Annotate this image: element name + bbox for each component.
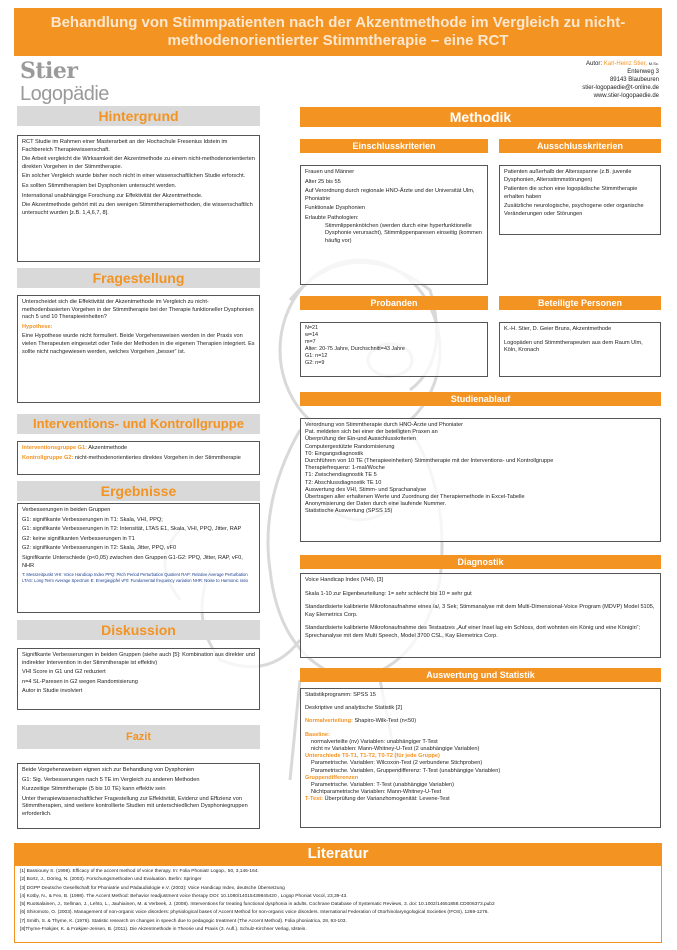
literatur-ref: [1] Bassiouny S. (1998). Efficacy of the accent method of voice therapy. In: Folia Phoniatr Logop., 50, 3,146-164. <box>20 869 259 874</box>
ergebnisse-line: G2: signifikante Verbesserungen in T2: Skala, Jitter, PPQ, vF0 <box>22 545 177 552</box>
probanden-line: G1: n=12 <box>305 353 328 359</box>
logo <box>20 60 109 105</box>
fragestellung-box <box>17 295 260 403</box>
beteiligte-heading: Beteiligte Personen <box>499 296 661 310</box>
fragestellung-heading: Fragestellung <box>17 268 260 288</box>
diagnostik-line: Voice Handicap Index (VHI), [3] <box>305 577 384 583</box>
einschluss-line: Frauen und Männer <box>305 169 355 175</box>
hintergrund-line: RCT Studie im Rahmen einer Masterarbeit an der Hochschule Fresenius Idstein im Fachbereich Therapiewissenschaft. <box>22 139 228 153</box>
ergebnisse-heading: Ergebnisse <box>17 481 260 501</box>
ausschluss-line: Patienten außerhalb der Altersspanne (z.B. juvenile Dysphonien, Altersstimmstörungen) <box>504 169 632 183</box>
auswertung-l2: Deskriptive und analytische Statistik [2] <box>305 705 403 712</box>
literatur-ref: [2] Bortz, J., Döring, N. (2003). Forschungsmethoden und Evaluation. Berlin: Springer <box>20 877 202 883</box>
poster-title <box>14 8 662 56</box>
diagnostik-line: Standardisierte kalibrierte Mikrofonaufnahme eines /a/, 3 Sek; Stimmanalyse mit dem Multi-Dimensional-Voice Program (MDVP) Model 5105, Kay Elemetrics Corp. <box>305 604 655 618</box>
studienablauf-line: Übertragen aller erhaltenen Werte und Zuordnung der Therapiemethode in Excel-Tabelle <box>305 494 525 501</box>
ausschluss-line: Zusätzliche neurologische, psychogene oder organische Veränderungen oder Störungen <box>504 203 644 217</box>
ergebnisse-line: G1: signifikante Verbesserungen in T1: Skala, VHI, PPQ; <box>22 516 163 523</box>
author-name: Karl-Heinz Stier, <box>603 61 648 67</box>
studienablauf-line: T1: Zwischendiagnostik TE 5 <box>305 472 377 479</box>
ergebnisse-box <box>17 503 260 613</box>
gruppendiff-label: Gruppendifferenzen <box>305 774 359 781</box>
hintergrund-heading: Hintergrund <box>17 106 260 126</box>
baseline-1: normalverteilte (nv) Variablen: unabhängiger T-Test <box>311 738 438 745</box>
author-web[interactable]: www.stier-logopaedie.de <box>593 93 659 99</box>
literatur-ref: [4] Kotby, N., & Fex, B. (1998). The Accent Method: Behavior readjustment voice therapy DOI: 10.1080/14015439845420 , Logop Phoniat Vocol, 23,39-43. <box>20 893 348 899</box>
diagnostik-line: Skala 1-10 zur Eigenbeurteilung: 1= sehr schlecht bis 10 = sehr gut <box>305 590 472 597</box>
literatur-ref: [7] Smith, S. & Thyme, K. (1976). Statistic research on changes in speech due to pedagogic treatment (The Accent Method). Folia phoniatrica, 28, 93-103. <box>20 918 347 924</box>
studienablauf-line: Therapiefrequenz: 1-mal/Woche <box>305 465 385 472</box>
literatur-ref: [3] DGPP Deutsche Gesellschaft für Phoniatrie und Pädaudiologie e.V. (2003): Voice Handicap Index, deutsche Übersetzung <box>20 885 285 891</box>
auswertung-l1: Statistikprogramm: SPSS 15 <box>305 692 376 698</box>
hintergrund-line: Die Akzentmethode gehört mit zu den wenigen Stimmtherapiemethoden, die wissenschaftlich untersucht wurden [z.B. 1,4,6,7, 8]. <box>22 202 253 216</box>
ergebnisse-line: Signifikante Unterschiede (p<0,05) zwischen den Gruppen G1-G2: PPQ, Jitter, RAP, vF0, NHR <box>22 554 243 569</box>
auswertung-box <box>300 688 661 828</box>
probanden-line: w=14 <box>305 332 319 338</box>
fazit-line: G1: Sig. Verbesserungen nach 5 TE im Vergleich zu anderen Methoden <box>22 776 200 783</box>
baseline-label: Baseline: <box>305 731 330 738</box>
einschluss-line: Auf Verordnung durch regionale HNO-Ärzte und der Universität Ulm, Phoniatrie <box>305 188 475 202</box>
hintergrund-box <box>17 135 260 262</box>
fazit-heading: Fazit <box>17 725 260 749</box>
author-street: Entenweg 3 <box>627 69 659 75</box>
gruppendiff-1: Parametrische. Variablen: T-Test (unabhängige Variablen) <box>311 782 455 789</box>
hypothese-label: Hypothese: <box>22 323 53 330</box>
literatur-box <box>14 865 662 943</box>
unterschiede-2: Parametrische. Variablen, Gruppendifferenz: T-Test (unabhängige Variablen) <box>311 767 501 774</box>
g2-label: Kontrollgruppe G2: <box>22 454 74 461</box>
probanden-box <box>300 322 488 377</box>
studienablauf-heading: Studienablauf <box>300 392 661 406</box>
beteiligte-box <box>499 322 661 377</box>
methodik-heading: Methodik <box>300 107 661 127</box>
auswertung-heading: Auswertung und Statistik <box>300 668 661 682</box>
ttest-text: Überprüfung der Varianzhomogenität: Levene-Test <box>324 796 450 803</box>
probanden-line: Alter: 20-75 Jahre, Durchschnitt=43 Jahre <box>305 346 405 352</box>
baseline-2: nicht nv Variablen: Mann-Whitney-U-Test (2 unabhängige Variablen) <box>311 746 480 753</box>
ausschluss-line: Patienten die schon eine logopädische Stimmtherapie erhalten haben <box>504 186 638 200</box>
studienablauf-line: Statistische Auswertung (SPSS 15) <box>305 508 393 515</box>
einschluss-box <box>300 165 488 285</box>
probanden-line: G2: n=9 <box>305 360 325 366</box>
studienablauf-line: Anonymisierung der Daten durch eine laufende Nummer. <box>305 501 447 508</box>
beteiligte-line: K.-H. Stier, D. Geier Bruns, Akzentmethode <box>504 326 612 332</box>
diskussion-box <box>17 648 260 710</box>
probanden-line: N=21 <box>305 325 319 331</box>
diagnostik-line: Standardisierte kalibrierte Mikrofonaufnahme des Testsatzes „Auf einer Insel lag ein Schloss, dort wohnten ein König und eine Königin“; Sprechanalyse mit dem Multi Speech, Model 3700 CSL, Kay Elemetrics Corp. <box>305 625 641 639</box>
studienablauf-line: Durchführen von 10 TE (Therapieeinheiten) Stimmtherapie mit der Interventions- und Kontrollgruppe <box>305 458 554 465</box>
diagnostik-heading: Diagnostik <box>300 555 661 569</box>
hypothese-text: Eine Hypothese wurde nicht formuliert. Beide Vorgehensweisen werden in der Praxis von vielen Therapeuten eingesetzt oder Teile der Methoden in die eigenen Therapien integriert. Es sollte nicht nachgewiesen werden, welches Vorgehen „besser“ ist. <box>22 333 255 355</box>
diskussion-line: Autor in Studie involviert <box>22 688 83 695</box>
fazit-line: Kurzzeitige Stimmtherapie (5 bis 10 TE) kann effektiv sein <box>22 786 166 793</box>
einschluss-sub: Stimmlippenknötchen (werden durch eine hyperfunktionelle Dysphonie verursacht), Stimmlippenparesen einseitig (kommen häufig vor) <box>325 222 483 244</box>
einschluss-line: Erlaubte Pathologien: <box>305 214 359 221</box>
unterschiede-label: Unterschiede T0-T1, T1-T2, T0-T2 (für jede Gruppe) <box>305 753 440 760</box>
literatur-ref: [5] Ruotsalainen, J., Sellman, J., Lehto, L., Jauhiainen, M. & Verbeek, J. (2008). Interventions for treating functional dysphonia in adults. Cochrane Database of Systematic Reviews, 3. doi: 10.1002/14651858.CD006373.pub2 <box>20 902 495 908</box>
ergebnisse-legend: T: Messzeitpunkt VHI: Voice Handicap Index PPQ: Pitch Period Perturbation Quotient RAP: Relative Average Perturbation LTAS: Long Term Average Spectrum E: Energiegipfel vF0: Fundamental frequency variation NHR: Noise to Harmonic ratio <box>22 572 248 583</box>
norm-label: Normalverteilung: <box>305 718 353 725</box>
ergebnisse-line: G1: signifikante Verbesserungen in T2: Intensität, LTAS E1, Skala, VHI, PPQ, Jitter, RAP <box>22 526 242 533</box>
norm-text: Shapiro-Wilk-Test (n<50) <box>354 718 417 725</box>
hintergrund-line: Ein solcher Vergleich wurde bisher noch nicht in einer wissenschaftlichen Studie erforscht. <box>22 173 246 180</box>
literatur-heading: Literatur <box>14 843 662 865</box>
fazit-line: Beide Vorgehensweisen eignen sich zur Behandlung von Dysphonien <box>22 767 195 773</box>
studienablauf-line: Auswertung des VHI, Stimm- und Sprachanalyse <box>305 486 427 493</box>
literatur-ref: [6] Shiromoto, O. (2003). Management of non-organic voice disorders: physiological bases of Accent Method for non-organic voice disorders. International Federation of Otorhinolaryngological Societies (IFOS), 1269-1276. <box>20 910 489 916</box>
ausschluss-heading: Ausschlusskriterien <box>499 139 661 153</box>
g1-text: Akzentmethode <box>88 445 128 451</box>
author-label: Autor: <box>586 61 603 67</box>
gruppendiff-2: Nichtparametrische Variablen: Mann-Whitney-U-Test <box>311 789 442 796</box>
probanden-line: m=7 <box>305 339 316 345</box>
hintergrund-line: International unabhängige Forschung zur Effektivität der Akzentmethode. <box>22 192 203 199</box>
ergebnisse-line: Verbesserungen in beiden Gruppen <box>22 507 111 513</box>
einschluss-line: Funktionale Dysphonien <box>305 205 366 212</box>
studienablauf-line: Pat. meldeten sich bei einer der beteiligten Praxen an <box>305 429 438 436</box>
probanden-heading: Probanden <box>300 296 488 310</box>
diskussion-line: n=4 SL-Paresen in G2 wegen Randomisierung <box>22 678 138 685</box>
author-city: 89143 Blaubeuren <box>609 77 659 83</box>
studienablauf-line: T2: Abschlussdiagnostik TE 10 <box>305 479 382 486</box>
studienablauf-line: Computergestützte Randomisierung <box>305 443 395 450</box>
diskussion-heading: Diskussion <box>17 620 260 640</box>
diskussion-line: Signifikante Verbesserungen in beiden Gruppen (siehe auch [5]: Kombination aus direkter und indirekter Intervention in der Stimmtherapie ist effektiv) <box>22 652 255 666</box>
fazit-line: Unter therapiewissenschaftlicher Fragestellung zur Effektivität, Evidenz und Effizienz von Stimmtherapien, sind weitere kontrollierte Studien mit unterschiedlichen Dysphoniegruppen erforderlich. <box>22 795 248 817</box>
author-info <box>439 60 659 100</box>
hintergrund-line: Die Arbeit vergleicht die Wirksamkeit der Akzentmethode zu einem nicht-methodenorientierten direkten Vorgehen in der Stimmtherapie. <box>22 156 255 170</box>
studienablauf-line: T0: Eingangsdiagnostik <box>305 450 364 457</box>
literatur-ref: [8]Thyme-Frøkjær, K. & Frøkjær-Jensen, B. (2011). Die Akzentmethode in Theorie und Praxis (3. Aufl.). Schulz-Kirchner Verlag, Idstein. <box>20 927 307 933</box>
gruppen-heading: Interventions- und Kontrollgruppe <box>17 414 260 434</box>
diskussion-line: VHI Score in G1 und G2 reduziert <box>22 669 106 676</box>
diagnostik-box <box>300 573 661 658</box>
studienablauf-line: Verordnung von Stimmtherapie durch HNO-Ärzte und Phoniater <box>305 422 463 428</box>
einschluss-heading: Einschlusskriterien <box>300 139 488 153</box>
studienablauf-line: Überprüfung der Ein-und Ausschlusskriterien <box>305 436 417 443</box>
logo-part-1: Stier <box>20 58 78 84</box>
g1-label: Interventionsgruppe G1: <box>22 445 87 451</box>
author-degree: M.Sc. <box>648 61 659 66</box>
einschluss-line: Alter 25 bis 55 <box>305 178 341 185</box>
ttest-label: T-Test: <box>305 796 323 803</box>
title-line-1: Behandlung von Stimmpatienten nach der Akzentmethode im Vergleich zu nicht- <box>50 14 626 31</box>
title-line-2: methodenorientierter Stimmtherapie – eine RCT <box>167 32 509 49</box>
fazit-box <box>17 763 260 829</box>
g2-text: nicht-methodenorientiertes direktes Vorgehen in der Stimmtherapie <box>74 454 241 461</box>
ausschluss-box <box>499 165 661 235</box>
author-email[interactable]: stier-logopaedie@t-online.de <box>582 85 659 91</box>
studienablauf-box <box>300 418 661 542</box>
ergebnisse-line: G2: keine signifikanten Verbesserungen in T1 <box>22 535 135 542</box>
gruppen-box <box>17 441 260 475</box>
fragestellung-question: Unterscheidet sich die Effektivität der Akzentmethode im Vergleich zu nicht-methodenbasierten Vorgehen in der Stimmtherapie bei der Therapie funktioneller Dysphonien nach 5 und 10 Therapieeinheiten? <box>22 299 254 321</box>
logo-part-2: Logopädie <box>20 83 109 105</box>
unterschiede-1: Parametrische. Variablen: Wilcoxon-Test (2 verbundene Stichproben) <box>311 760 483 767</box>
hintergrund-line: Es sollten Stimmtherapien bei Dysphonien untersucht werden. <box>22 182 177 189</box>
beteiligte-line: Logopäden und Stimmtherapeuten aus dem Raum Ulm, Köln, Kronach <box>504 339 643 354</box>
